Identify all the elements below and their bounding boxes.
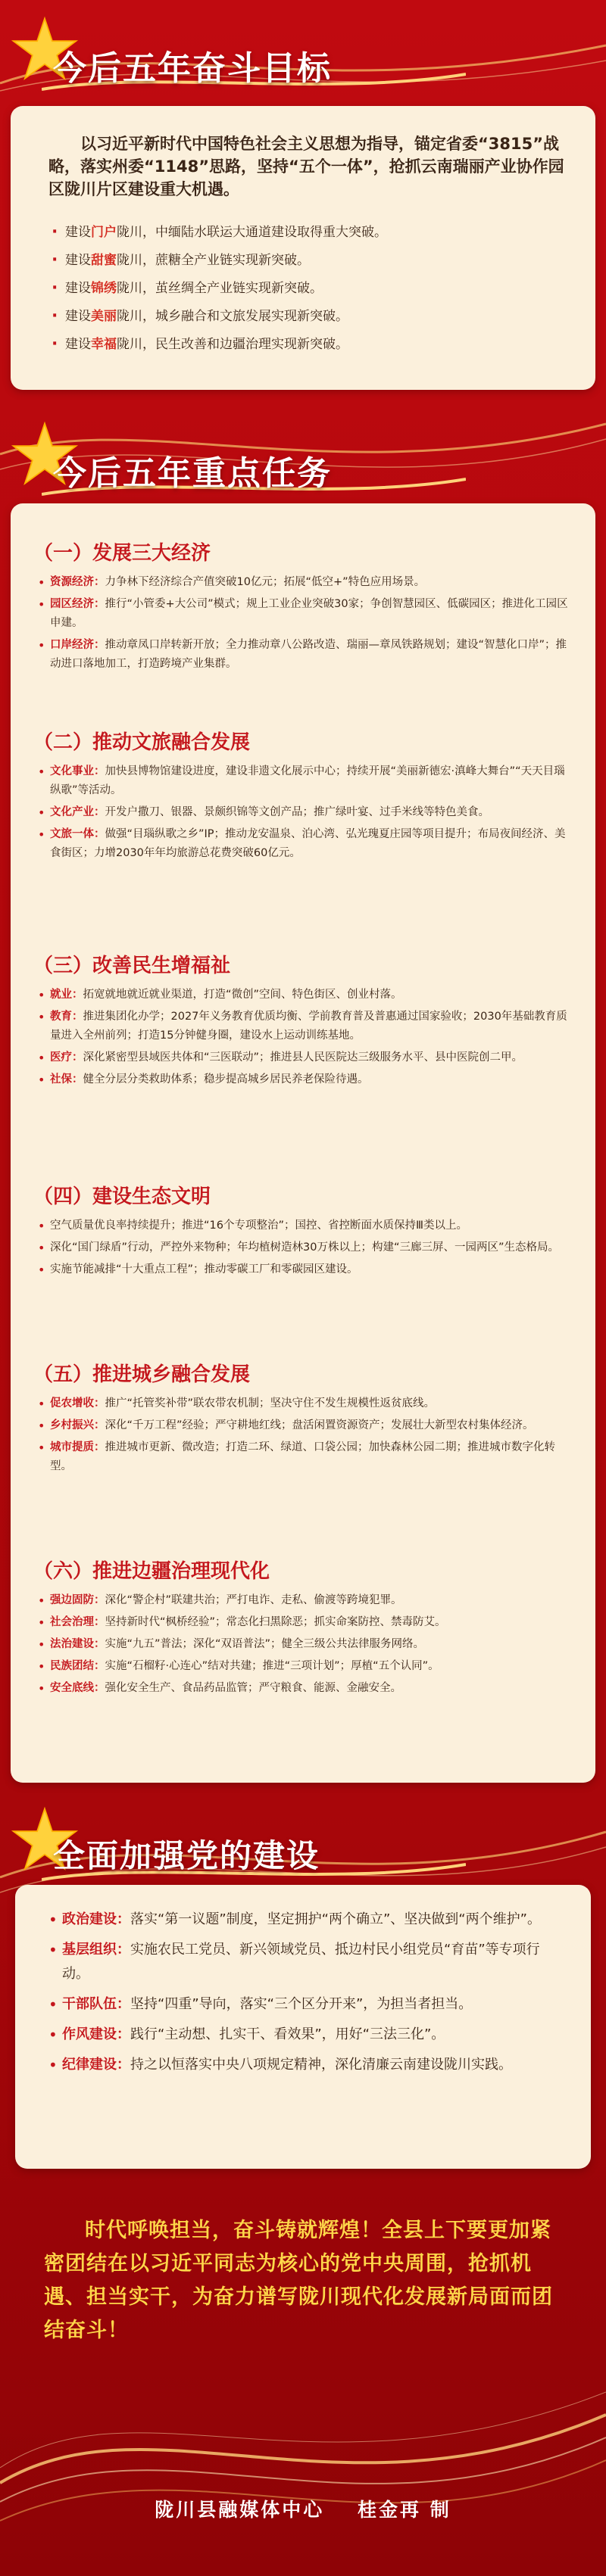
task-group-list <box>36 762 573 866</box>
task-item: • 就业：拓宽就地就近就业渠道，打造“微创”空间、特色街区、创业村落。 <box>36 986 573 1005</box>
task-item: • 城市提质：推进城市更新、微改造；打造二环、绿道、口袋公园；加快森林公园二期；推进城市数字化转型。 <box>36 1438 573 1476</box>
task-item: • 安全底线：强化安全生产、食品药品监管；严守粮食、能源、金融安全。 <box>36 1679 573 1698</box>
task-item: • 教育：推进集团化办学；2027年义务教育优质均衡、学前教育普及普惠通过国家验收；2030年基础教育质量进入全州前列；打造15分钟健身圈，建设水上运动训练基地。 <box>36 1008 573 1045</box>
tasks-card <box>11 503 595 1783</box>
section-header-tasks <box>0 420 606 496</box>
goals-list <box>48 223 565 363</box>
gold-wave-decoration <box>0 2331 606 2576</box>
task-item: • 口岸经济：推动章凤口岸转新开放；全力推动章八公路改造、瑞丽—章凤铁路规划；建设“智慧化口岸”；推动进口落地加工，打造跨境产业集群。 <box>36 636 573 674</box>
party-card <box>15 1885 591 2169</box>
goal-item: · 建设门户陇川，中缅陆水联运大通道建设取得重大突破。 <box>48 223 565 241</box>
task-group-title: （二）推动文旅融合发展 <box>33 731 251 754</box>
task-group-list <box>36 573 573 677</box>
party-item: • 政治建设：落实“第一议题”制度，坚定拥护“两个确立”、坚决做到“两个维护”。 <box>45 1908 565 1932</box>
section-title: 今后五年奋斗目标 <box>53 49 332 88</box>
section-header-party <box>0 1805 606 1881</box>
goal-item: · 建设锦绣陇川，茧丝绸全产业链实现新突破。 <box>48 279 565 297</box>
party-list <box>45 1908 565 2083</box>
goals-intro: 以习近平新时代中国特色社会主义思想为指导，锚定省委“3815”战略，落实州委“1148”思路，坚持“五个一体”，抢抓云南瑞丽产业协作园区陇川片区建设重大机遇。 <box>48 135 564 198</box>
goals-card <box>11 106 595 390</box>
task-item: • 社会治理：坚持新时代“枫桥经验”；常态化扫黑除恶；抓实命案防控、禁毒防艾。 <box>36 1613 573 1632</box>
task-item: • 园区经济：推行“小管委+大公司”模式；规上工业企业突破30家；争创智慧园区、低碳园区；推进化工园区申建。 <box>36 595 573 633</box>
goal-item: · 建设幸福陇川，民生改善和边疆治理实现新突破。 <box>48 335 565 354</box>
task-group-list <box>36 1394 573 1479</box>
task-item: • 文化产业：开发户撒刀、银器、景颇织锦等文创产品；推广绿叶宴、过手米线等特色美食。 <box>36 803 573 822</box>
task-group-list <box>36 1591 573 1701</box>
task-item: • 强边固防：深化“警企村”联建共治；严打电诈、走私、偷渡等跨境犯罪。 <box>36 1591 573 1610</box>
closing-statement: 时代呼唤担当，奋斗铸就辉煌！全县上下要更加紧密团结在以习近平同志为核心的党中央周围，抢抓机遇、担当实干，为奋力谱写陇川现代化发展新局面而团结奋斗！ <box>44 2219 553 2342</box>
task-item: • 空气质量优良率持续提升；推进“16个专项整治”；国控、省控断面水质保持Ⅲ类以上。 <box>36 1216 573 1235</box>
task-item: • 资源经济：力争林下经济综合产值突破10亿元；拓展“低空+”特色应用场景。 <box>36 573 573 592</box>
task-group-list <box>36 986 573 1092</box>
task-group-title: （四）建设生态文明 <box>33 1185 211 1208</box>
task-group-list <box>36 1216 573 1282</box>
task-item: • 文化事业：加快县博物馆建设进度，建设非遗文化展示中心；持续开展“美丽新德宏·滇峰大舞台”“天天目瑙纵歌”等活动。 <box>36 762 573 800</box>
task-item: • 医疗：深化紧密型县域医共体和“三医联动”；推进县人民医院达三级服务水平、县中医院创二甲。 <box>36 1048 573 1067</box>
task-item: • 民族团结：实施“石榴籽·心连心”结对共建；推进“三项计划”；厚植“五个认同”。 <box>36 1657 573 1676</box>
party-item: • 干部队伍：坚持“四重”导向，落实“三个区分开来”，为担当者担当。 <box>45 1992 565 2017</box>
task-item: • 文旅一体：做强“目瑙纵歌之乡”IP；推动龙安温泉、泊心湾、弘光瑰夏庄园等项目提升；布局夜间经济、美食街区；力增2030年年均旅游总花费突破60亿元。 <box>36 825 573 863</box>
task-item: • 促农增收：推广“托管奖补带”联农带农机制；坚决守住不发生规模性返贫底线。 <box>36 1394 573 1413</box>
credits-author: 桂金再 制 <box>358 2499 451 2521</box>
task-item: • 法治建设：实施“九五”普法；深化“双语普法”；健全三级公共法律服务网络。 <box>36 1635 573 1654</box>
task-item: • 社保：健全分层分类救助体系；稳步提高城乡居民养老保险待遇。 <box>36 1070 573 1089</box>
credits-org: 陇川县融媒体中心 <box>155 2499 325 2521</box>
task-group-title: （一）发展三大经济 <box>33 542 211 565</box>
goal-item: · 建设美丽陇川，城乡融合和文旅发展实现新突破。 <box>48 307 565 326</box>
party-item: • 基层组织：实施农民工党员、新兴领域党员、抵边村民小组党员“育苗”等专项行动。 <box>45 1938 565 1986</box>
party-item: • 作风建设：践行“主动想、扎实干、看效果”，用好“三法三化”。 <box>45 2023 565 2047</box>
task-item: • 深化“国门绿盾”行动，严控外来物种；年均植树造林30万株以上；构建“三廊三屏、一园两区”生态格局。 <box>36 1238 573 1257</box>
credits <box>0 2495 606 2522</box>
section-title: 全面加强党的建设 <box>53 1837 320 1874</box>
section-header-goals <box>0 15 606 91</box>
task-group-title: （五）推进城乡融合发展 <box>33 1363 251 1386</box>
goal-item: · 建设甜蜜陇川，蔗糖全产业链实现新突破。 <box>48 251 565 269</box>
party-item: • 纪律建设：持之以恒落实中央八项规定精神，深化清廉云南建设陇川实践。 <box>45 2053 565 2077</box>
task-item: • 实施节能减排“十大重点工程”；推动零碳工厂和零碳园区建设。 <box>36 1260 573 1279</box>
task-group-title: （六）推进边疆治理现代化 <box>33 1560 270 1583</box>
section-title: 今后五年重点任务 <box>53 454 332 493</box>
task-group-title: （三）改善民生增福祉 <box>33 955 231 977</box>
task-item: • 乡村振兴：深化“千万工程”经验；严守耕地红线；盘活闲置资源资产；发展壮大新型农村集体经济。 <box>36 1416 573 1435</box>
